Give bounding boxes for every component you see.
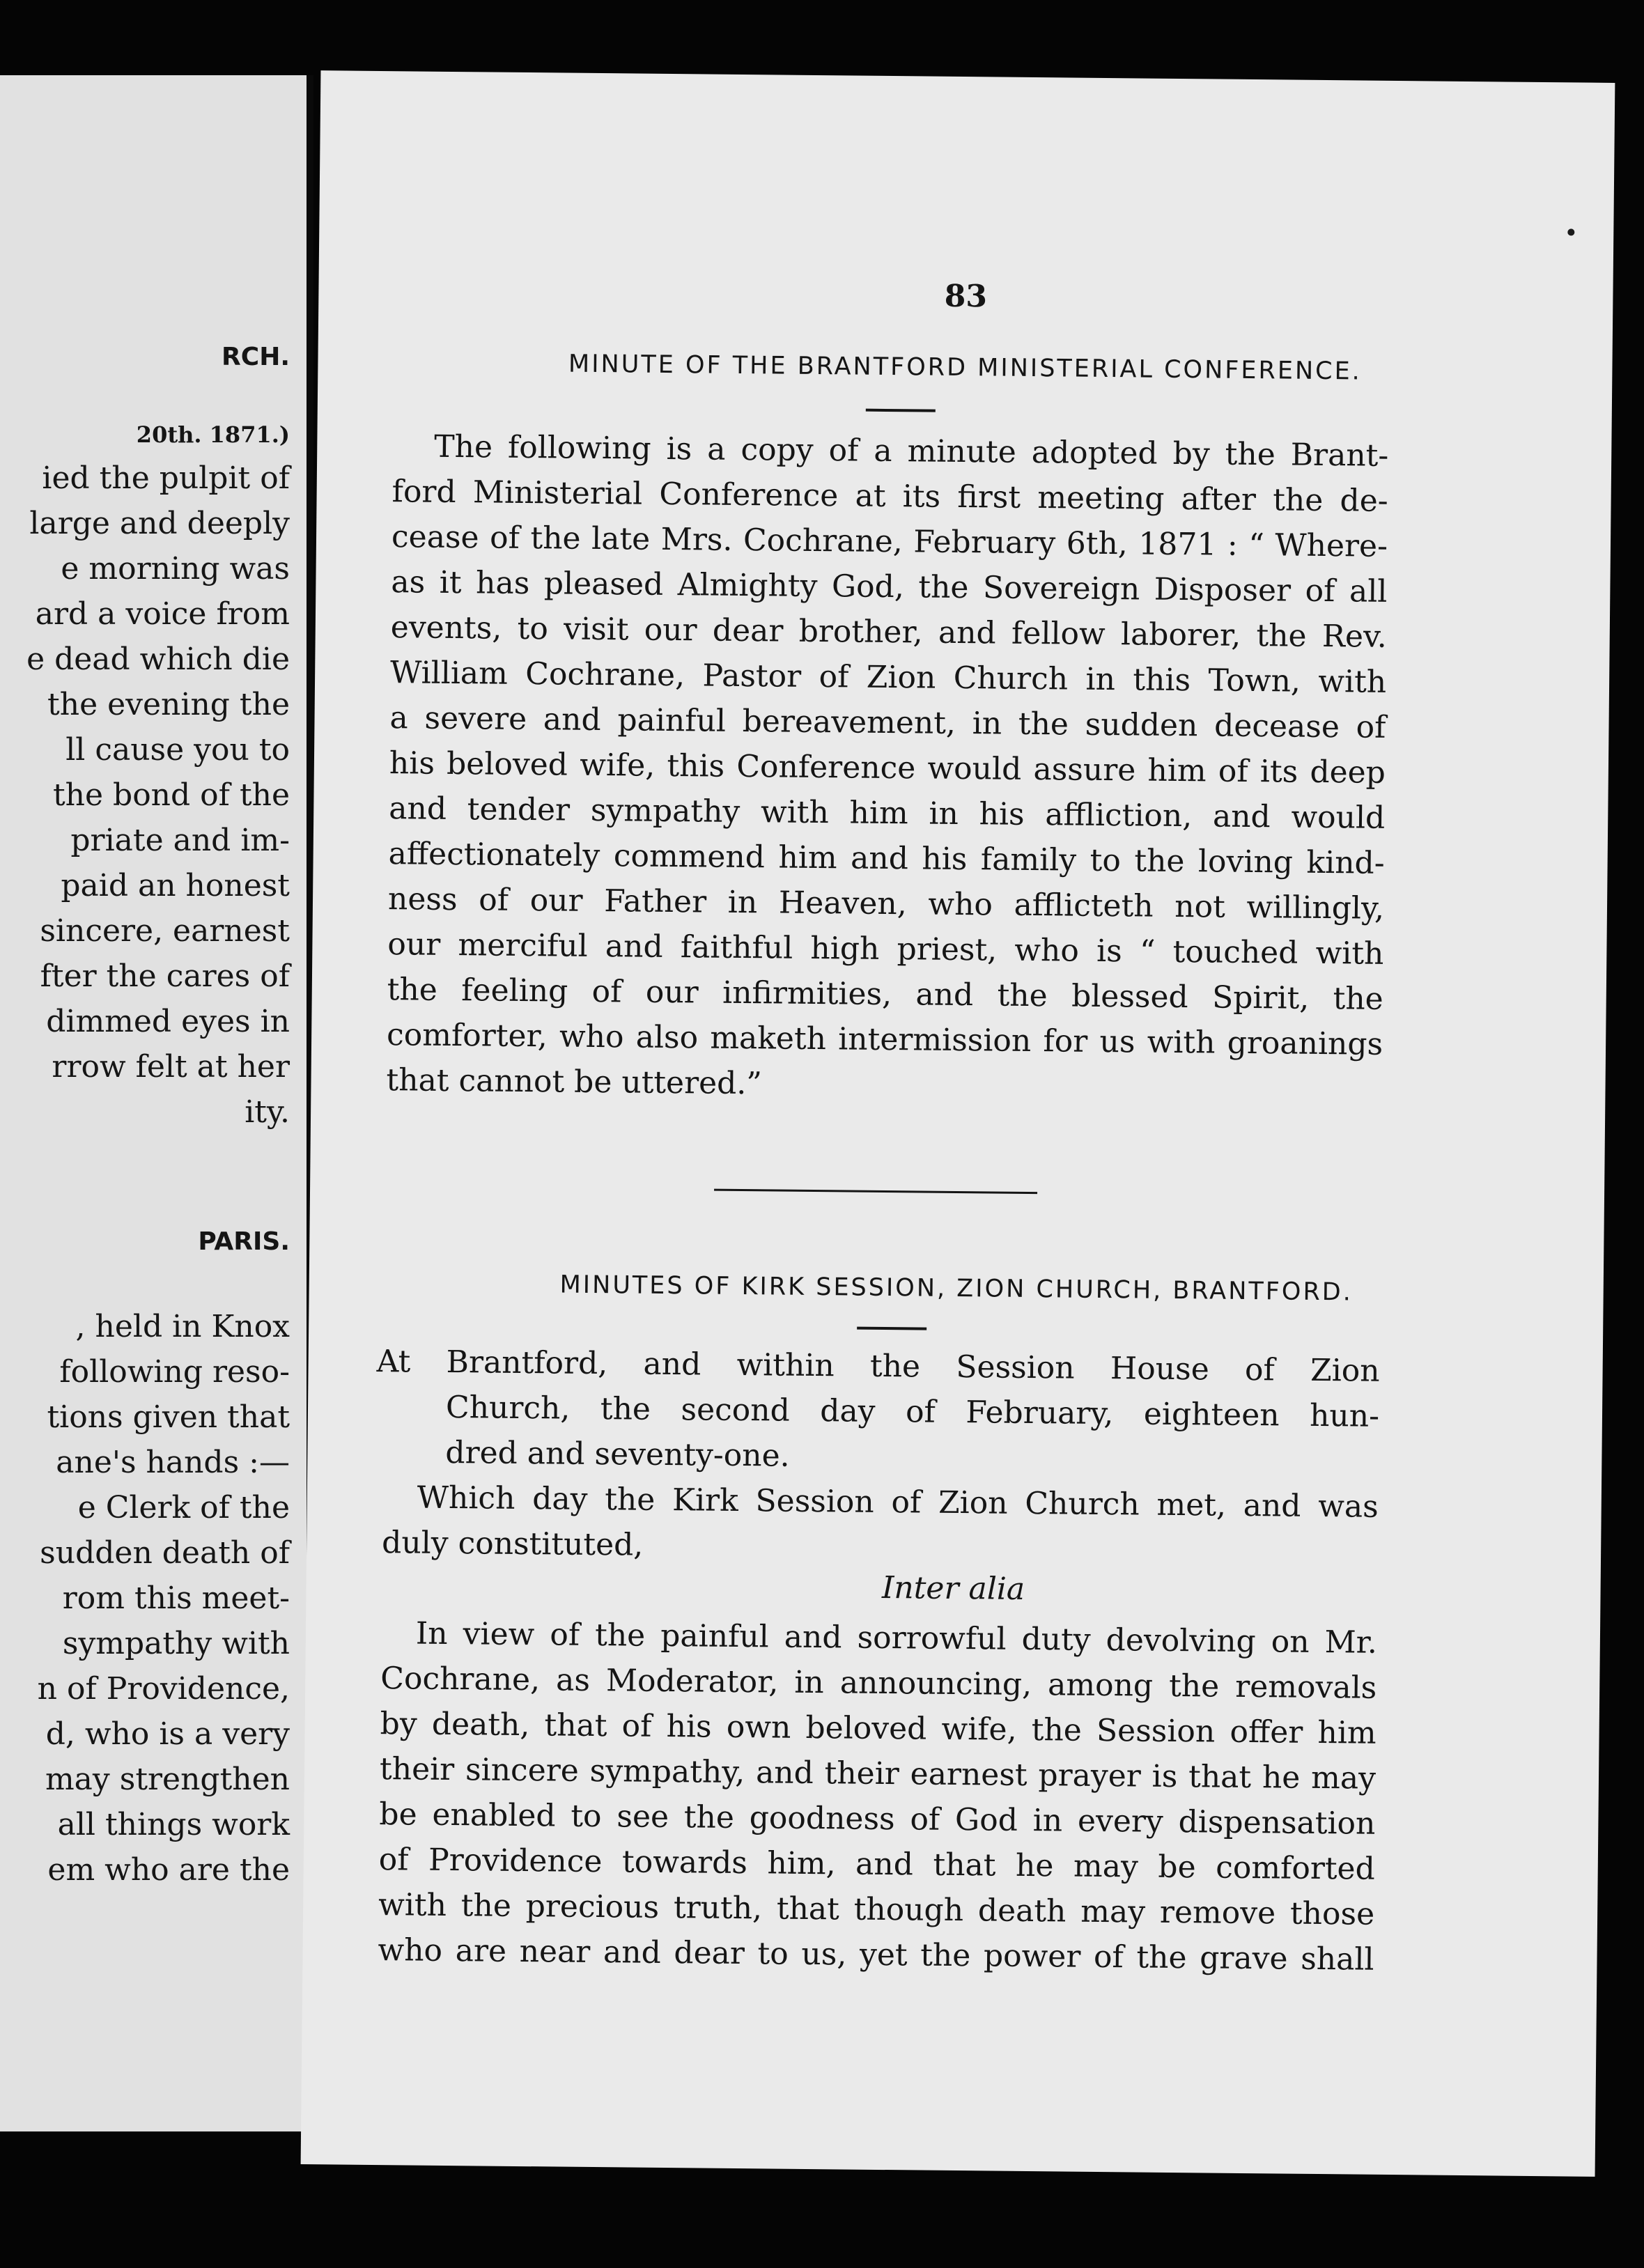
text-line: as it has pleased Almighty God, the Sovereign Disposer of all (391, 564, 1388, 609)
text-line: ford Ministerial Conference at its first meeting after the de- (391, 474, 1388, 519)
heading-underline (866, 409, 936, 412)
text-line: cease of the late Mrs. Cochrane, February 6th, 1871 : “ Where- (391, 519, 1388, 564)
text-line: Church, the second day of February, eighteen hun- (445, 1389, 1380, 1434)
text-line: e dead which die (26, 642, 290, 677)
left-heading-mid: PARIS. (198, 1227, 290, 1256)
text-line: fter the cares of (40, 958, 290, 994)
section-heading-conference: MINUTE OF THE BRANTFORD MINISTERIAL CONFERENCE. (568, 350, 1362, 386)
text-line: of Providence towards him, and that he may be comforted (378, 1842, 1375, 1887)
left-page (0, 75, 307, 2131)
text-line: ied the pulpit of (42, 460, 290, 496)
inter-alia: Inter alia (881, 1569, 1025, 1607)
session-intro-paragraph (376, 1339, 1380, 1484)
text-line: with the precious truth, that though death may remove those (378, 1887, 1375, 1932)
section-divider (714, 1189, 1037, 1194)
session-body-paragraph (378, 1610, 1377, 1982)
text-line: that cannot be uttered.” (386, 1062, 763, 1102)
text-line: Which day the Kirk Session of Zion Church met, and was (417, 1479, 1379, 1525)
text-line: William Cochrane, Pastor of Zion Church in this Town, with (389, 655, 1387, 700)
text-line: ity. (245, 1094, 290, 1130)
text-line: e Clerk of the (77, 1490, 290, 1525)
text-line: large and deeply (29, 506, 290, 541)
text-line: rrow felt at her (52, 1049, 290, 1085)
text-line: priate and im- (70, 823, 290, 858)
text-line: In view of the painful and sorrowful duty devolving on Mr. (415, 1615, 1378, 1661)
text-line: paid an honest (61, 868, 290, 903)
text-line: d, who is a very (45, 1716, 290, 1752)
left-heading-top: RCH. (222, 343, 290, 371)
text-line: all things work (57, 1807, 290, 1842)
left-text-block-top (26, 456, 290, 1135)
text-line: sympathy with (62, 1626, 290, 1661)
text-line: following reso- (59, 1354, 290, 1390)
text-line: n of Providence, (37, 1671, 290, 1707)
text-line: ness of our Father in Heaven, who afflicteth not willingly, (387, 881, 1385, 926)
text-line: by death, that of his own beloved wife, the Session offer him (380, 1706, 1377, 1751)
page-number: 83 (944, 278, 988, 315)
text-line: The following is a copy of a minute adopted by the Brant- (434, 428, 1389, 474)
text-line: dred and seventy-one. (445, 1434, 790, 1474)
text-line: affectionately commend him and his family to the loving kind- (388, 836, 1385, 881)
text-line: may strengthen (45, 1762, 290, 1797)
text-line: comforter, who also maketh intermission for us with groanings (386, 1017, 1383, 1062)
text-line: ane's hands :— (56, 1445, 290, 1480)
text-line: the evening the (47, 687, 290, 722)
text-line: e morning was (61, 551, 290, 587)
right-page (301, 70, 1615, 2177)
text-line: be enabled to see the goodness of God in every dispensation (379, 1796, 1376, 1842)
text-line: events, to visit our dear brother, and fellow laborer, the Rev. (390, 609, 1387, 655)
text-line: ll cause you to (65, 732, 290, 768)
text-line: At Brantford, and within the Session House of Zion (376, 1344, 1380, 1389)
text-line: em who are the (47, 1852, 290, 1888)
text-line: who are near and dear to us, yet the power of the grave shall (378, 1932, 1374, 1978)
text-line: their sincere sympathy, and their earnest prayer is that he may (379, 1751, 1377, 1796)
conference-minute-paragraph (386, 424, 1388, 1112)
text-line: duly constituted, (381, 1525, 644, 1563)
text-line: the feeling of our infirmities, and the blessed Spirit, the (387, 972, 1383, 1017)
paper-speck (1567, 228, 1574, 235)
text-line: sudden death of (40, 1535, 290, 1571)
text-line: ard a voice from (35, 596, 290, 632)
text-line: rom this meet- (62, 1580, 290, 1616)
text-line: a severe and painful bereavement, in the sudden decease of (389, 700, 1386, 745)
text-line: dimmed eyes in (46, 1004, 290, 1039)
text-line: tions given that (47, 1399, 290, 1435)
text-line: , held in Knox (75, 1309, 290, 1344)
text-line: his beloved wife, this Conference would assure him of its deep (389, 745, 1386, 791)
left-date-fragment: 20th. 1871.) (136, 421, 290, 448)
section-heading-kirk-session: MINUTES OF KIRK SESSION, ZION CHURCH, BRANTFORD. (559, 1271, 1354, 1307)
text-line: sincere, earnest (40, 913, 290, 949)
left-text-block-bottom (38, 1304, 290, 1893)
session-constituted-paragraph (382, 1475, 1379, 1575)
text-line: our merciful and faithful high priest, who is “ touched with (387, 926, 1384, 972)
text-line: the bond of the (52, 777, 290, 813)
text-line: Cochrane, as Moderator, in announcing, among the removals (380, 1661, 1377, 1706)
heading-underline (857, 1327, 926, 1330)
text-line: and tender sympathy with him in his affliction, and would (389, 791, 1386, 836)
